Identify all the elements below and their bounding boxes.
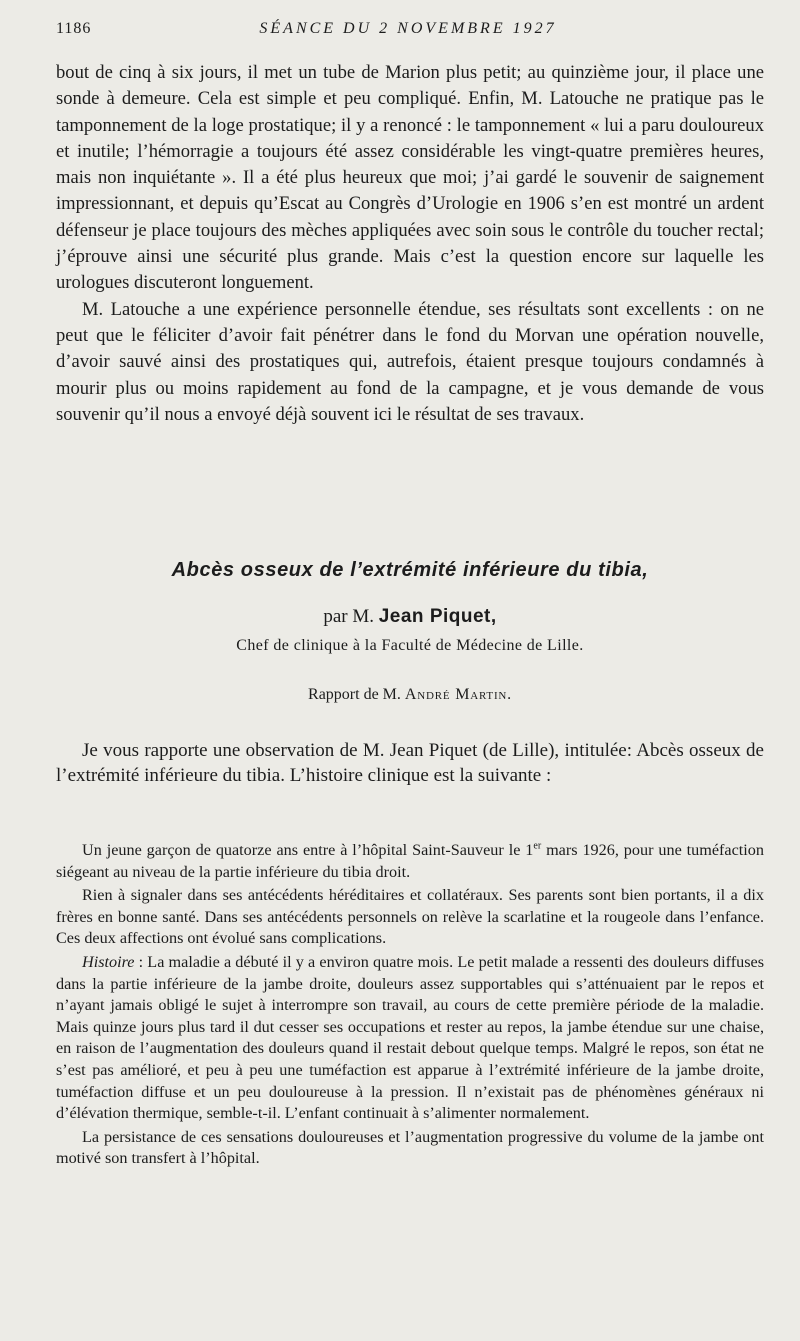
history-text: : La maladie a débuté il y a environ quatre mois. Le petit malade a ressenti des douleurs diffuses dans la partie inférieure de la jambe droite, douleurs assez supportables qui s’atténuaient par le repos et n’ayant jamais obligé le sujet à interrompre son travail, au cours de cette première période de la maladie. Mais quinze jours plus tard il dut cesser ses occupations et rester au repos, la jambe étendue sur une chaise, en raison de l’augmentation des douleurs quand il restait debout quelque temps. Malgré le repos, son état ne s’est pas amélioré, et peu à peu une tuméfaction est apparue à l’extrémité inférieure de la jambe droite, tuméfaction diffuse et un peu douloureuse à la pression. Il n’existait pas de phénomènes généraux ni d’élévation thermique, semble-t-il. L’enfant continuait à s’alimenter normalement. [56,952,764,1123]
case-p1-before: Un jeune garçon de quatorze ans entre à l’hôpital Saint-Sauveur le 1 [82,841,534,859]
author-name: Jean Piquet, [378,606,497,627]
report-prefix: Rapport de M. [308,686,401,703]
running-head [56,20,760,44]
case-report [56,840,764,1170]
case-paragraph-4: La persistance de ces sensations douloureuses et l’augmentation progressive du volume de la jambe ont motivé son transfert à l’hôpital. [56,1127,764,1168]
article-intro [56,738,764,788]
continued-text [56,60,764,428]
intro-paragraph: Je vous rapporte une observation de M. Jean Piquet (de Lille), intitulée: Abcès osseux de l’extrémité inférieure du tibia. L’histoire clinique est la suivante : [56,740,764,786]
ordinal-superscript: er [533,840,542,852]
history-label: Histoire [82,952,135,971]
reporter-name: André Martin. [404,686,512,703]
running-title: SÉANCE DU 2 NOVEMBRE 1927 [259,20,557,37]
continued-paragraph-1: bout de cinq à six jours, il met un tube de Marion plus petit; au quinzième jour, il place une sonde à demeure. Cela est simple et peu compliqué. Enfin, M. Latouche ne pratique pas le tamponnement de la loge prostatique; il y a renoncé : le tamponnement « lui a paru douloureux et inutile; l’hémorragie a toujours été assez considérable les vingt-quatre premières heures, mais non inquiétante ». Il a été plus heureux que moi; j’ai gardé le souvenir de saignement impressionnant, et depuis qu’Escat au Congrès d’Urologie en 1906 s’en est montré un ardent défenseur je place toujours des mèches appliquées avec soin sous le contrôle du toucher rectal; j’éprouve ainsi une sécurité plus grande. Mais c’est la question encore sur laquelle les urologues discuteront longuement. [56,62,764,294]
byline [56,606,764,628]
byline-prefix: par M. [323,606,374,627]
page-number: 1186 [56,20,92,37]
case-paragraph-3 [56,952,764,1125]
case-paragraph-1 [56,840,764,883]
author-affiliation: Chef de clinique à la Faculté de Médecine de Lille. [236,637,584,654]
article-title: Abcès osseux de l’extrémité inférieure du tibia, [171,559,649,581]
continued-paragraph-2: M. Latouche a une expérience personnelle étendue, ses résultats sont excellents : on ne peut que le féliciter d’avoir fait pénétrer dans le fond du Morvan une opération nouvelle, d’avoir sauvé ainsi des prostatiques qui, autrefois, étaient presque toujours condamnés à mourir plus ou moins rapidement au fond de la campagne, et je vous demande de vous souvenir qu’il nous a envoyé déjà souvent ici le résultat de ses travaux. [56,298,764,425]
report-line [56,686,764,704]
case-paragraph-2: Rien à signaler dans ses antécédents héréditaires et collatéraux. Ses parents sont bien portants, il a dix frères en bonne santé. Dans ses antécédents personnels on relève la scarlatine et la rougeole dans l’enfance. Ces deux affections ont évolué sans complications. [56,886,764,948]
case-p1-after: mars 1926, pour une tuméfaction siégeant au niveau de la partie inférieure du tibia droit. [56,841,764,881]
